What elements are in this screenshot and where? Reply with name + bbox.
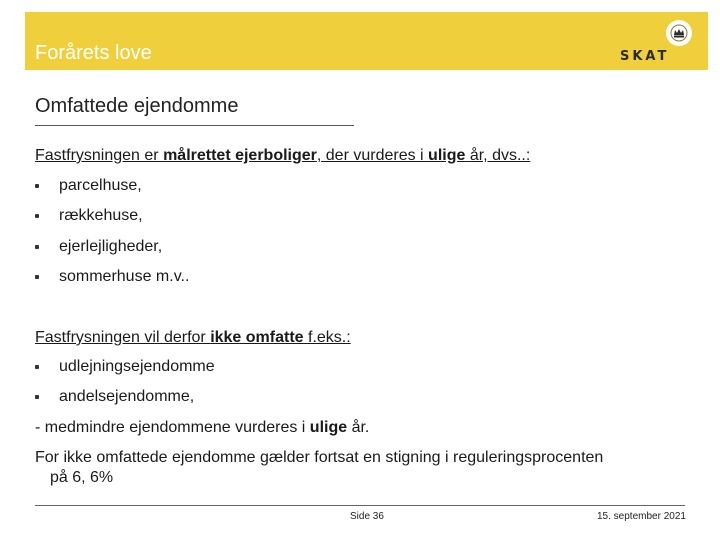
unless-note	[35, 418, 369, 438]
unless-suffix: år.	[347, 419, 370, 436]
intro-bold: målrettet ejerboliger	[163, 147, 317, 164]
list-item-label: ejerlejligheder,	[59, 238, 163, 255]
list-item-label: rækkehuse,	[59, 207, 143, 224]
bullet-icon	[35, 214, 39, 218]
unless-bold: ulige	[309, 419, 348, 436]
closing-note-line-2: på 6, 6%	[50, 469, 114, 486]
page-number: Side 36	[350, 511, 384, 522]
bullet-icon	[35, 365, 39, 369]
header-bar	[25, 12, 708, 70]
section-title: Omfattede ejendomme	[35, 95, 239, 117]
intro-bold-ulige: ulige	[428, 147, 466, 164]
closing-note-line-1: For ikke omfattede ejendomme gælder fortsat en stigning i reguleringsprocenten	[35, 449, 604, 466]
list-item-label: andelsejendomme,	[59, 388, 195, 405]
exclude-paragraph	[35, 328, 351, 348]
logo-wordmark	[620, 50, 696, 64]
list-item-label: udlejningsejendomme	[59, 358, 215, 375]
list-item-label: sommerhuse m.v..	[59, 268, 190, 285]
list-item-label: parcelhuse,	[59, 177, 142, 194]
bullet-icon	[35, 275, 39, 279]
intro-paragraph	[35, 146, 530, 166]
logo-text: SKAT	[620, 49, 670, 64]
unless-prefix: - medmindre ejendommene vurderes i	[35, 419, 310, 436]
intro-prefix: Fastfrysningen er	[35, 147, 164, 164]
exclude-prefix: Fastfrysningen vil derfor	[35, 329, 211, 346]
crown-icon	[666, 20, 692, 46]
skat-logo	[616, 18, 696, 66]
bullet-icon	[35, 184, 39, 188]
footer-divider	[35, 505, 685, 506]
intro-suffix: år, dvs..:	[465, 147, 531, 164]
slide-title: Forårets love	[35, 42, 152, 64]
bullet-icon	[35, 245, 39, 249]
exclude-suffix: f.eks.:	[303, 329, 351, 346]
intro-middle: , der vurderes i	[316, 147, 429, 164]
section-title-underline	[35, 125, 354, 126]
footer-date: 15. september 2021	[597, 511, 686, 522]
exclude-bold: ikke omfatte	[210, 329, 304, 346]
bullet-icon	[35, 395, 39, 399]
